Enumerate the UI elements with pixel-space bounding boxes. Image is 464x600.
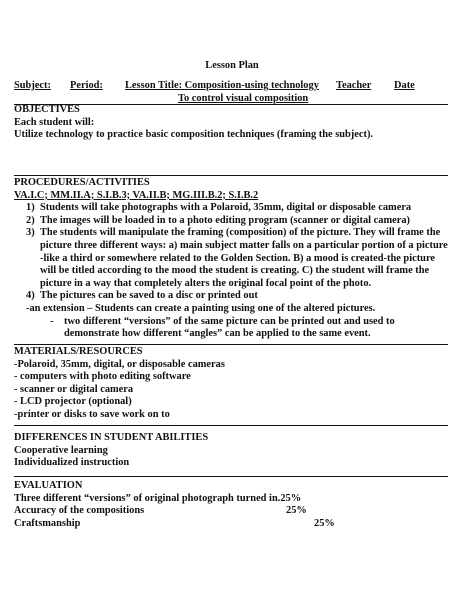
list-item: -printer or disks to save work on to	[14, 408, 170, 420]
differences-heading: DIFFERENCES IN STUDENT ABILITIES	[14, 432, 209, 443]
evaluation-heading: EVALUATION	[14, 480, 83, 491]
list-item: - computers with photo editing software	[14, 371, 191, 383]
period-label: Period:	[70, 80, 103, 91]
list-item: 3) The students will manipulate the framing (composition) of the picture. They will frame the picture three different ways: a) main subject matter falls on a particular portion of a picture -like a third or somewhere related to the Golden Section. B) a mood is created-the picture will be titled according to the mood the student is creating. C) the student will frame the picture in a way that completely alters the original focal point of the photo.	[26, 227, 448, 289]
objectives-section	[14, 104, 450, 142]
list-item: Individualized instruction	[14, 457, 130, 469]
evaluation-row: Accuracy of the compositions 25%	[14, 505, 307, 517]
subject-label: Subject:	[14, 80, 51, 91]
differences-section	[14, 432, 450, 470]
list-item: - scanner or digital camera	[14, 383, 134, 395]
objectives-text: Utilize technology to practice basic composition techniques (framing the subject).	[14, 129, 374, 141]
evaluation-row: Craftsmanship 25%	[14, 517, 335, 529]
procedures-section	[14, 177, 450, 341]
activities-list	[14, 202, 450, 303]
list-item: - LCD projector (optional)	[14, 396, 132, 408]
objectives-lead: Each student will:	[14, 116, 95, 128]
objectives-heading: OBJECTIVES	[14, 104, 80, 115]
divider	[14, 476, 448, 477]
list-item: 2) The images will be loaded in to a photo editing program (scanner or digital camera)	[26, 214, 411, 226]
lesson-title-label: Lesson Title: Composition-using technology	[125, 80, 319, 91]
extension-subitem: - two different “versions” of the same picture can be printed out and used to demonstrate how different “angles” can be applied to the same event.	[50, 315, 395, 340]
extension-text: -an extension – Students can create a painting using one of the altered pictures.	[26, 302, 376, 314]
materials-heading: MATERIALS/RESOURCES	[14, 346, 143, 357]
divider	[14, 175, 448, 176]
lesson-title-continued: To control visual composition	[178, 93, 309, 104]
teacher-label: Teacher	[336, 80, 372, 91]
divider	[14, 344, 448, 345]
divider	[14, 425, 448, 426]
evaluation-row: Three different “versions” of original photograph turned in.25%	[14, 492, 302, 504]
date-label: Date	[394, 80, 415, 91]
procedures-heading: PROCEDURES/ACTIVITIES	[14, 177, 150, 188]
list-item: 4) The pictures can be saved to a disc or printed out	[26, 290, 258, 302]
standards-codes: VA.I.C; MM.II.A; S.I.B.3; VA.II.B; MG.III.B.2; S.I.B.2	[14, 189, 259, 201]
list-item: Cooperative learning	[14, 444, 108, 456]
materials-section	[14, 346, 450, 422]
list-item: -Polaroid, 35mm, digital, or disposable cameras	[14, 358, 225, 370]
page-title: Lesson Plan	[205, 60, 259, 71]
evaluation-section	[14, 480, 450, 530]
list-item: 1) Students will take photographs with a Polaroid, 35mm, digital or disposable camera	[26, 202, 412, 214]
